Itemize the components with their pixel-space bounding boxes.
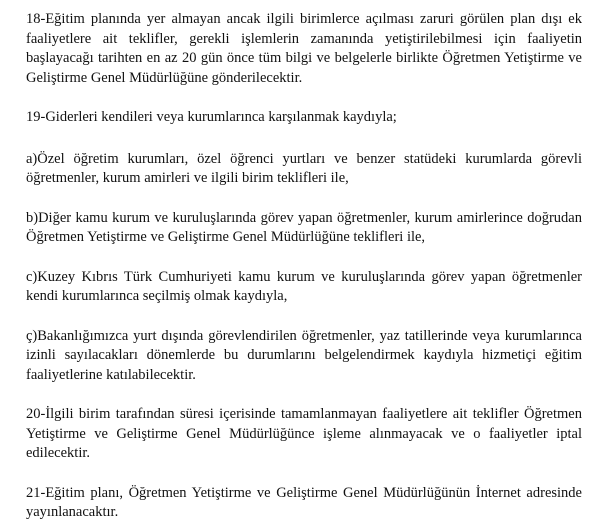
paragraph-19cc: ç)Bakanlığımızca yurt dışında görevlendirilen öğretmenler, yaz tatillerinde veya kurumlarınca izinli sayılacakları dönemlerde bu durumlarını belgelendirmek kaydıyla hizmetiçi eğitim faaliyetlerine katılabilecektir. — [26, 327, 582, 383]
paragraph-19a: a)Özel öğretim kurumları, özel öğrenci yurtları ve benzer statüdeki kurumlarda görevli öğretmenler, kurum amirleri ve ilgili birim teklifleri ile, — [26, 150, 582, 186]
paragraph-19: 19-Giderleri kendileri veya kurumlarınca karşılanmak kaydıyla; — [26, 109, 397, 125]
document-body — [26, 10, 582, 523]
paragraph-18: 18-Eğitim planında yer almayan ancak ilgili birimlerce açılması zaruri görülen plan dışı ek faaliyetlere ait teklifler, gerekli işlemlerin zamanında yetiştirilebilmesi için faaliyetin başlayacağı tarihten en az 20 gün önce tüm bilgi ve belgelerle birlikte Öğretmen Yetiştirme ve Geliştirme Genel Müdürlüğüne gönderilecektir. — [26, 11, 582, 86]
paragraph-19c: c)Kuzey Kıbrıs Türk Cumhuriyeti kamu kurum ve kuruluşlarında görev yapan öğretmenler kendi kurumlarınca seçilmiş olmak kaydıyla, — [26, 268, 582, 304]
paragraph-20: 20-İlgili birim tarafından süresi içerisinde tamamlanmayan faaliyetlere ait teklifler Öğretmen Yetiştirme ve Geliştirme Genel Müdürlüğünce işleme alınmayacak ve o faaliyetler iptal edilecektir. — [26, 406, 582, 461]
paragraph-19b: b)Diğer kamu kurum ve kuruluşlarında görev yapan öğretmenler, kurum amirlerince doğrudan Öğretmen Yetiştirme ve Geliştirme Genel Müdürlüğüne teklifleri ile, — [26, 209, 582, 245]
paragraph-21: 21-Eğitim planı, Öğretmen Yetiştirme ve Geliştirme Genel Müdürlüğünün İnternet adresinde yayınlanacaktır. — [26, 484, 582, 520]
